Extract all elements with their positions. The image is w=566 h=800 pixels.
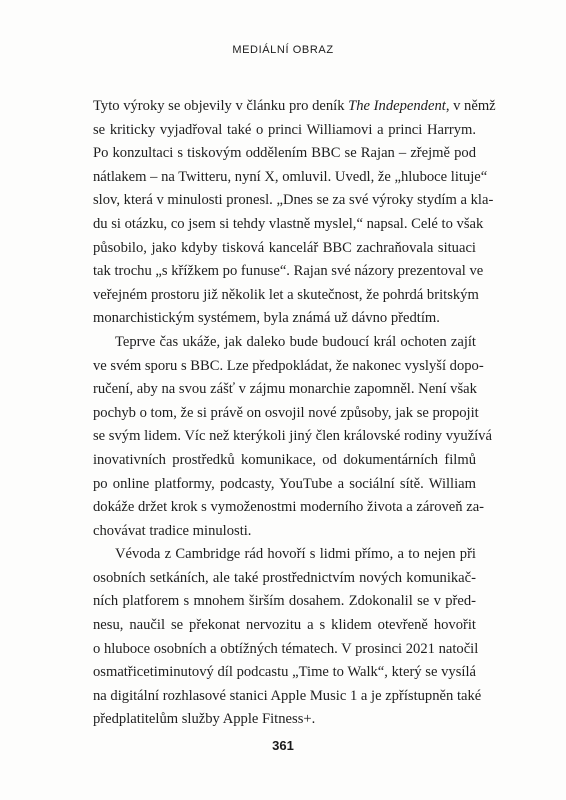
paragraph bbox=[93, 95, 496, 331]
text-line: Tyto výroky se objevily v článku pro deník The Independent, v němž bbox=[93, 98, 496, 114]
page-number: 361 bbox=[272, 738, 294, 753]
text-line: Po konzultaci s tiskovým oddělením BBC se Rajan – zřejmě pod bbox=[93, 145, 476, 162]
text-line: Teprve čas ukáže, jak daleko bude budoucí král ochoten zajít bbox=[115, 333, 476, 350]
text-line: du si otázku, co jsem si tehdy vlastně myslel,“ napsal. Celé to však bbox=[93, 215, 484, 232]
text-line: nátlakem – na Twitteru, nyní X, omluvil. Uvedl, že „hluboce lituje“ bbox=[93, 168, 488, 185]
text-line: inovativních prostředků komunikace, od dokumentárních filmů bbox=[93, 451, 476, 468]
text-line: osmatřicetiminutový díl podcastu „Time to Walk“, který se vysílá bbox=[93, 664, 476, 681]
text-line: se svým lidem. Víc než kterýkoli jiný člen královské rodiny využívá bbox=[93, 428, 492, 445]
text-line: nesu, naučil se překonat nervozitu a s klidem otevřeně hovořit bbox=[93, 617, 476, 634]
text-line: o hluboce osobních a obtížných tématech. V prosinci 2021 natočil bbox=[93, 640, 479, 657]
text-line: předplatitelům služby Apple Fitness+. bbox=[93, 711, 316, 728]
text-line: chovávat tradice minulosti. bbox=[93, 522, 252, 539]
text-line: osobních setkáních, ale také prostřednictvím nových komunikač- bbox=[93, 569, 476, 586]
text-line: veřejném prostoru již několik let a skutečnost, že pohrdá britským bbox=[93, 286, 479, 303]
text-line: Vévoda z Cambridge rád hovoří s lidmi přímo, a to nejen při bbox=[115, 546, 476, 563]
text-line: tak trochu „s křížkem po funuse“. Rajan své názory prezentoval ve bbox=[93, 263, 484, 280]
text-line: ních platforem s mnohem širším dosahem. Zdokonalil se v před- bbox=[93, 593, 476, 610]
text-line: ručení, aby na svou zášť v zájmu monarchie zapomněl. Není však bbox=[93, 381, 477, 398]
text-line: slov, která v minulosti pronesl. „Dnes se za své výroky stydím a kla- bbox=[93, 192, 494, 209]
text-line: se kriticky vyjadřoval také o princi Williamovi a princi Harrym. bbox=[93, 121, 476, 138]
text-line: monarchistickým systémem, byla známá už dávno předtím. bbox=[93, 310, 440, 327]
paragraph bbox=[93, 331, 492, 543]
text-line: dokáže držet krok s vymoženostmi moderního života a zároveň za- bbox=[93, 499, 485, 516]
text-line: ve svém sporu s BBC. Lze předpokládat, že nakonec vyslyší dopo- bbox=[93, 357, 484, 374]
running-head: MEDIÁLNÍ OBRAZ bbox=[232, 44, 334, 56]
text-line: na digitální rozhlasové stanici Apple Music 1 a je zpřístupněn také bbox=[93, 687, 482, 704]
text-line: pochyb o tom, že si právě on osvojil nové způsoby, jak se propojit bbox=[93, 404, 479, 421]
text-line: po online platformy, podcasty, YouTube a sociální sítě. William bbox=[93, 475, 476, 492]
text-line: působilo, jako kdyby tisková kancelář BBC zachraňovala situaci bbox=[93, 239, 476, 256]
body-text bbox=[93, 95, 496, 732]
paragraph bbox=[93, 543, 482, 732]
publication-title: The Independent bbox=[348, 98, 446, 114]
